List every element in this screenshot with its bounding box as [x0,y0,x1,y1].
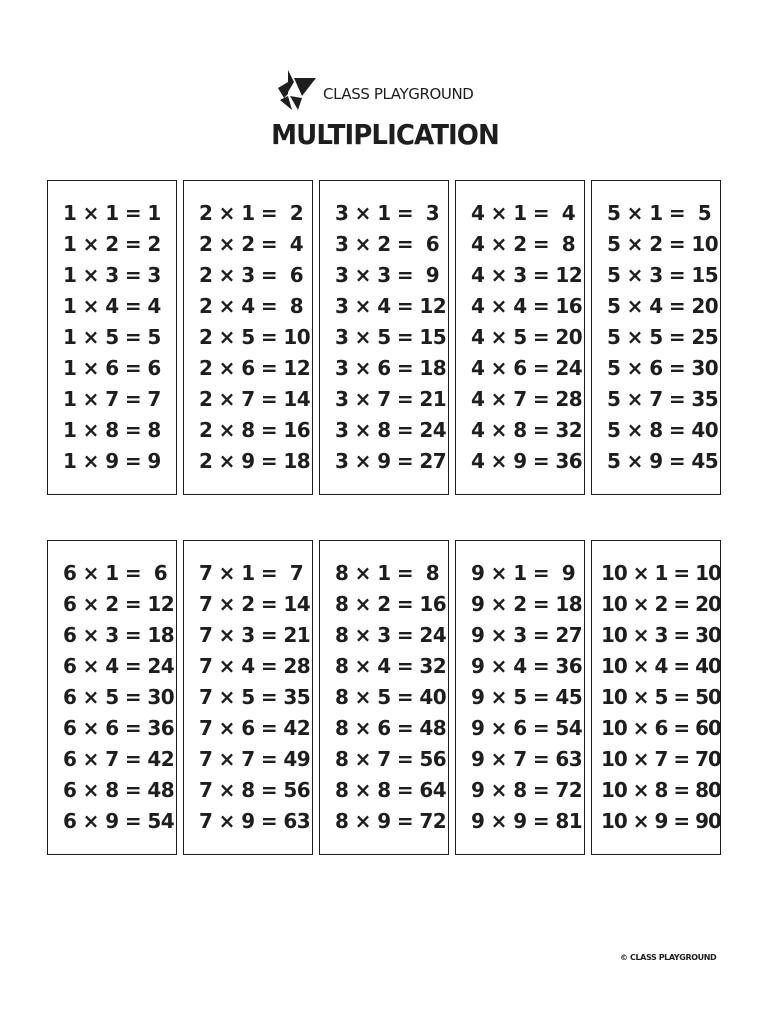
multiplication-fact: 4 × 7 = 28 [471,387,583,411]
multiplication-fact: 7 × 4 = 28 [199,654,311,678]
multiplication-fact: 2 × 1 = 2 [199,201,304,225]
multiplication-fact: 9 × 1 = 9 [471,561,576,585]
multiplication-fact: 5 × 2 = 10 [607,232,719,256]
multiplication-fact: 6 × 7 = 42 [63,747,175,771]
multiplication-fact: 3 × 1 = 3 [335,201,440,225]
multiplication-fact: 3 × 8 = 24 [335,418,447,442]
multiplication-fact: 8 × 2 = 16 [335,592,447,616]
multiplication-fact: 2 × 9 = 18 [199,449,311,473]
multiplication-fact: 3 × 3 = 9 [335,263,440,287]
multiplication-fact: 1 × 4 = 4 [63,294,161,318]
multiplication-fact: 8 × 7 = 56 [335,747,447,771]
multiplication-fact: 10 × 6 = 60 [601,716,721,740]
multiplication-fact: 1 × 3 = 3 [63,263,161,287]
multiplication-fact: 4 × 4 = 16 [471,294,583,318]
multiplication-fact: 10 × 4 = 40 [601,654,721,678]
multiplication-fact: 3 × 6 = 18 [335,356,447,380]
multiplication-fact: 5 × 3 = 15 [607,263,719,287]
multiplication-fact: 9 × 4 = 36 [471,654,583,678]
times-table-2 [183,180,313,495]
multiplication-fact: 6 × 8 = 48 [63,778,175,802]
multiplication-fact: 5 × 4 = 20 [607,294,719,318]
times-table-6 [47,540,177,855]
multiplication-fact: 9 × 2 = 18 [471,592,583,616]
multiplication-fact: 4 × 1 = 4 [471,201,576,225]
multiplication-fact: 5 × 1 = 5 [607,201,712,225]
brand-header [278,68,473,112]
multiplication-fact: 2 × 8 = 16 [199,418,311,442]
multiplication-fact: 1 × 9 = 9 [63,449,161,473]
multiplication-fact: 9 × 3 = 27 [471,623,583,647]
multiplication-fact: 5 × 5 = 25 [607,325,719,349]
multiplication-fact: 10 × 7 = 70 [601,747,721,771]
multiplication-fact: 9 × 9 = 81 [471,809,583,833]
multiplication-fact: 5 × 6 = 30 [607,356,719,380]
multiplication-fact: 3 × 5 = 15 [335,325,447,349]
multiplication-fact: 7 × 7 = 49 [199,747,311,771]
multiplication-fact: 5 × 9 = 45 [607,449,719,473]
multiplication-fact: 10 × 1 = 10 [601,561,721,585]
multiplication-fact: 6 × 4 = 24 [63,654,175,678]
times-table-1 [47,180,177,495]
multiplication-fact: 6 × 6 = 36 [63,716,175,740]
multiplication-fact: 6 × 3 = 18 [63,623,175,647]
multiplication-fact: 4 × 8 = 32 [471,418,583,442]
multiplication-fact: 3 × 9 = 27 [335,449,447,473]
multiplication-fact: 9 × 7 = 63 [471,747,583,771]
multiplication-fact: 5 × 7 = 35 [607,387,719,411]
multiplication-fact: 8 × 4 = 32 [335,654,447,678]
multiplication-fact: 6 × 2 = 12 [63,592,175,616]
multiplication-fact: 6 × 5 = 30 [63,685,175,709]
multiplication-fact: 1 × 5 = 5 [63,325,161,349]
times-table-4 [455,180,585,495]
multiplication-fact: 1 × 1 = 1 [63,201,161,225]
multiplication-fact: 9 × 8 = 72 [471,778,583,802]
times-table-3 [319,180,449,495]
multiplication-fact: 7 × 8 = 56 [199,778,311,802]
multiplication-fact: 7 × 2 = 14 [199,592,311,616]
multiplication-fact: 7 × 6 = 42 [199,716,311,740]
multiplication-fact: 3 × 2 = 6 [335,232,440,256]
multiplication-fact: 10 × 8 = 80 [601,778,721,802]
multiplication-fact: 8 × 1 = 8 [335,561,440,585]
multiplication-fact: 4 × 6 = 24 [471,356,583,380]
multiplication-fact: 8 × 3 = 24 [335,623,447,647]
multiplication-fact: 3 × 4 = 12 [335,294,447,318]
multiplication-fact: 1 × 7 = 7 [63,387,161,411]
multiplication-fact: 8 × 6 = 48 [335,716,447,740]
copyright-footer: © CLASS PLAYGROUND [620,953,717,962]
multiplication-fact: 8 × 5 = 40 [335,685,447,709]
times-table-9 [455,540,585,855]
multiplication-fact: 10 × 9 = 90 [601,809,721,833]
multiplication-fact: 7 × 1 = 7 [199,561,304,585]
multiplication-fact: 2 × 6 = 12 [199,356,311,380]
page-title: MULTIPLICATION [271,118,499,151]
multiplication-fact: 2 × 5 = 10 [199,325,311,349]
multiplication-fact: 4 × 5 = 20 [471,325,583,349]
multiplication-fact: 10 × 2 = 20 [601,592,721,616]
multiplication-fact: 4 × 2 = 8 [471,232,576,256]
multiplication-fact: 1 × 2 = 2 [63,232,161,256]
multiplication-fact: 8 × 8 = 64 [335,778,447,802]
multiplication-fact: 9 × 6 = 54 [471,716,583,740]
multiplication-fact: 2 × 4 = 8 [199,294,304,318]
multiplication-fact: 7 × 5 = 35 [199,685,311,709]
multiplication-fact: 10 × 5 = 50 [601,685,721,709]
times-table-10 [591,540,721,855]
multiplication-fact: 10 × 3 = 30 [601,623,721,647]
multiplication-fact: 2 × 7 = 14 [199,387,311,411]
times-table-8 [319,540,449,855]
times-table-5 [591,180,721,495]
multiplication-fact: 4 × 9 = 36 [471,449,583,473]
class-playground-logo-icon [278,68,316,112]
multiplication-fact: 3 × 7 = 21 [335,387,447,411]
multiplication-fact: 2 × 3 = 6 [199,263,304,287]
multiplication-fact: 7 × 3 = 21 [199,623,311,647]
multiplication-fact: 2 × 2 = 4 [199,232,304,256]
multiplication-fact: 4 × 3 = 12 [471,263,583,287]
multiplication-fact: 8 × 9 = 72 [335,809,447,833]
brand-name: CLASS PLAYGROUND [323,85,474,103]
multiplication-fact: 9 × 5 = 45 [471,685,583,709]
multiplication-fact: 7 × 9 = 63 [199,809,311,833]
multiplication-fact: 1 × 8 = 8 [63,418,161,442]
multiplication-fact: 6 × 1 = 6 [63,561,168,585]
multiplication-fact: 1 × 6 = 6 [63,356,161,380]
multiplication-fact: 5 × 8 = 40 [607,418,719,442]
times-table-7 [183,540,313,855]
multiplication-fact: 6 × 9 = 54 [63,809,175,833]
